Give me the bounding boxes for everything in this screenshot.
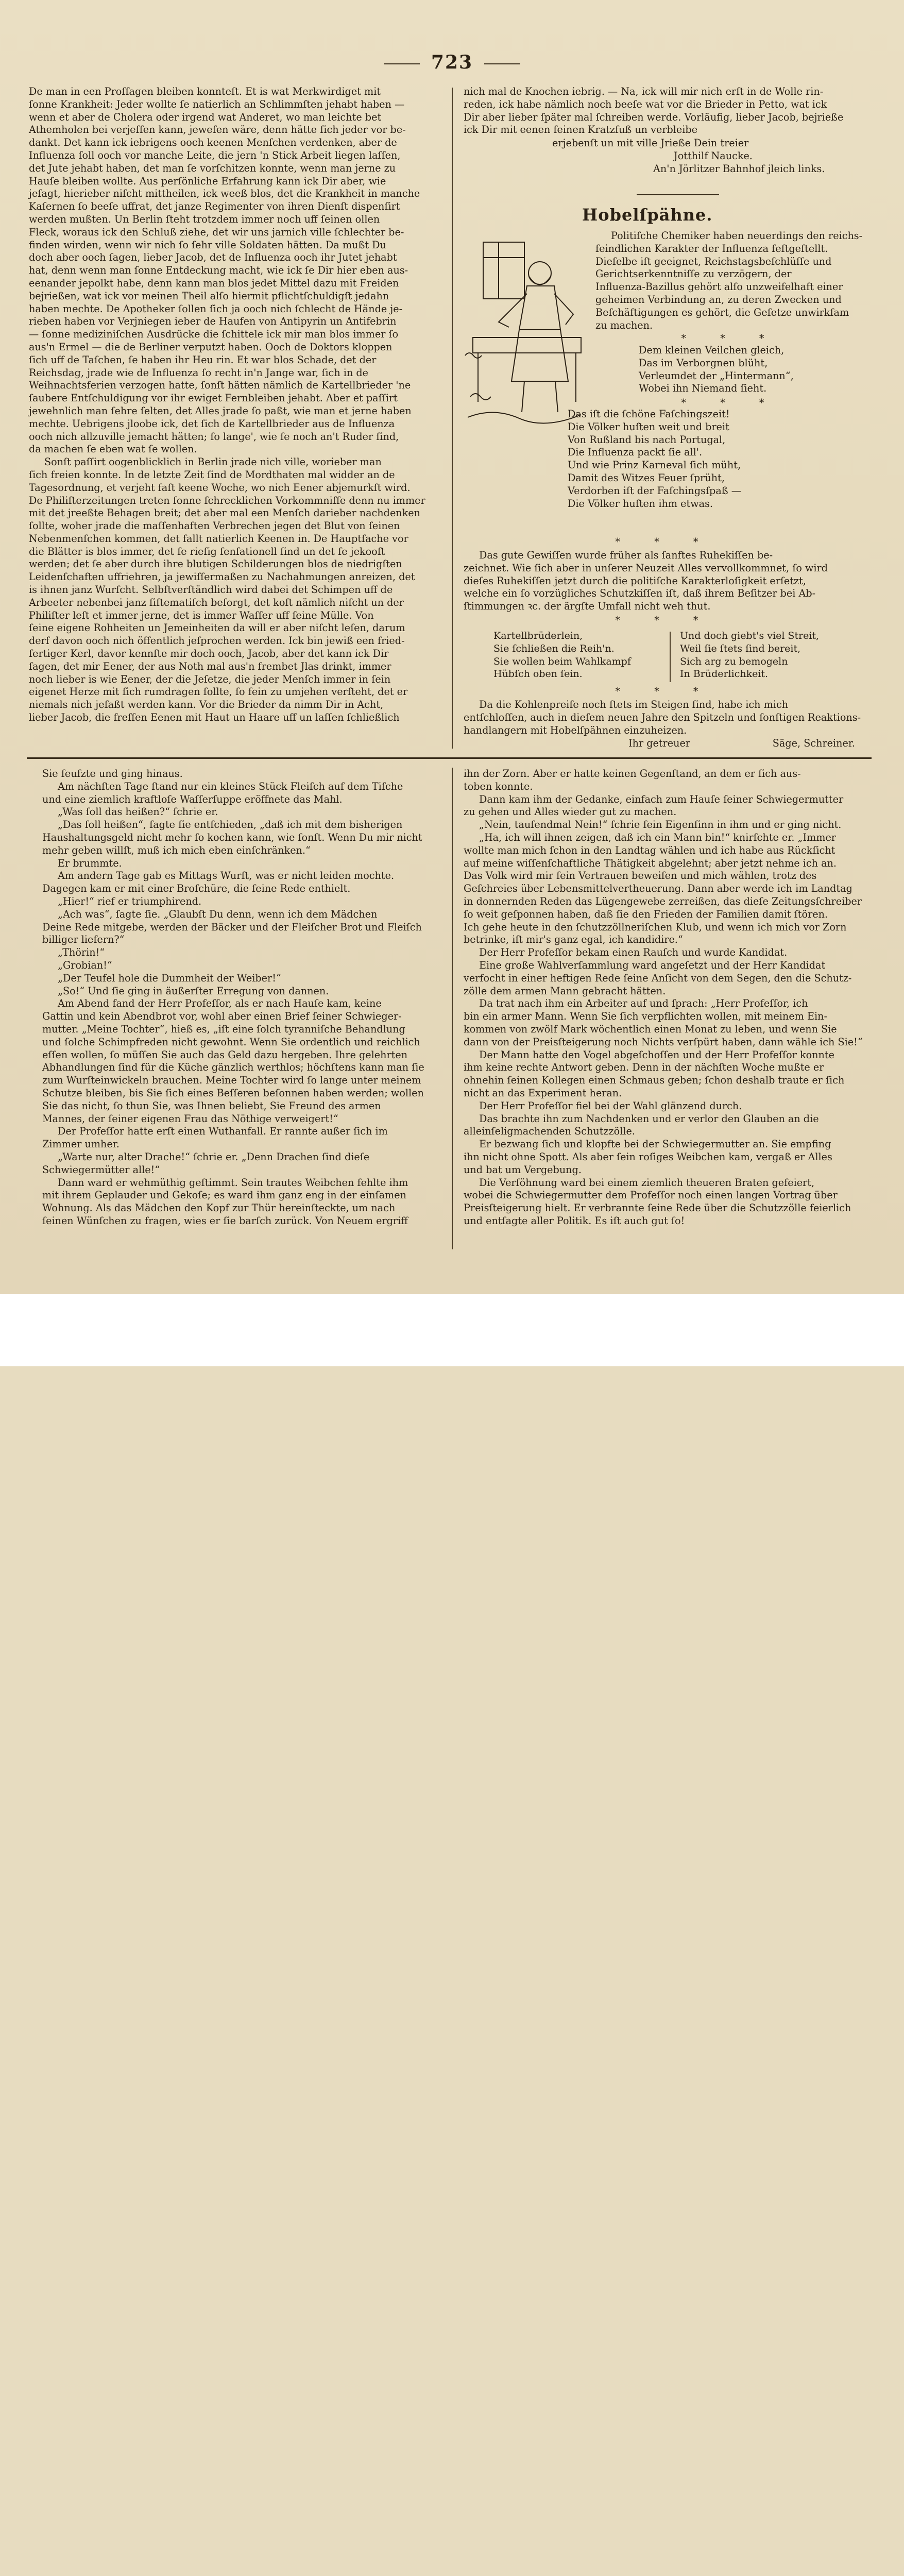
stars-text-4: * * * xyxy=(615,614,714,626)
text-line: Dieſelbe iſt geeignet, Reichstagsbeſchlüſſe und xyxy=(595,255,832,267)
signature-closing: erjebenſt un mit ville Jrieße Dein treier xyxy=(552,137,749,149)
text-line: lieber Jacob, die freſſen Eenen mit Haut un Haare uff un laſſen ſchließlich xyxy=(29,711,400,724)
text-line: De man in een Proſſagen bleiben konnteſt. Et is wat Merkwirdiget mit xyxy=(29,86,381,97)
verse-line: Und doch giebt's viel Streit, xyxy=(680,630,820,641)
text-line: nich mal de Knochen iebrig. — Na, ick will mir nich erſt in de Wolle rin- xyxy=(464,86,824,97)
verse-line: Dem kleinen Veilchen gleich, xyxy=(639,344,784,356)
text-line: Sie das nicht, ſo thun Sie, was Ihnen beliebt, Sie Freund des armen xyxy=(42,1099,381,1112)
text-line: alleinſeligmachenden Schutzzölle. xyxy=(464,1125,635,1138)
text-line: Das Volk wird mir ſein Vertrauen beweiſen und mich wählen, trotz des xyxy=(464,870,817,882)
text-line: Dann kam ihm der Gedanke, einfach zum Hauſe ſeiner Schwiegermutter xyxy=(479,793,844,805)
text-line: Ich gehe heute in den ſchutzzöllneriſchen Klub, und wenn ich mich vor Zorn xyxy=(464,921,847,933)
verse-line: Weil ſie ſtets ſind bereit, xyxy=(680,642,801,654)
text-line: werden mußten. Un Berlin ſteht trotzdem immer noch uff ſeinen ollen xyxy=(29,213,380,225)
text-line: da machen ſe eben wat ſe wollen. xyxy=(29,443,197,455)
text-line: ſagen, det mir Eener, der aus Noth mal aus'n frembet Jlas drinkt, immer xyxy=(29,660,391,672)
verse-line: Das iſt die ſchöne Faſchingszeit! xyxy=(568,408,730,420)
text-line: und entſagte aller Politik. Es iſt auch gut ſo! xyxy=(464,1214,685,1227)
carpenter-illustration xyxy=(463,227,591,428)
text-line: ſo weit geſponnen haben, daß ſie den Frieden der Familien damit ſtören. xyxy=(464,908,828,920)
verse-line: Damit des Witzes Feuer ſprüht, xyxy=(568,471,725,484)
text-line: Dir aber lieber ſpäter mal ſchreiben werde. Vorläufig, lieber Jacob, bejrieße xyxy=(464,111,844,123)
text-line: zölle dem armen Mann gebracht hätten. xyxy=(464,985,666,997)
stars-4 xyxy=(464,614,865,627)
text-line: Influenza ſoll ooch vor manche Leite, die jern 'n Stick Arbeit liegen laſſen, xyxy=(29,149,401,161)
text-line: ſich freien konnte. In de letzte Zeit ſind de Mordthaten mal widder an de xyxy=(29,468,395,481)
text-line: die Blätter is blos immer, det ſe rieſig ſenſationell ſind un det ſe jekooft xyxy=(29,545,385,557)
text-line: mechte. Uebrigens jloobe ick, det ſich de Kartellbrieder aus de Influenza xyxy=(29,417,395,430)
text-line: ihn der Zorn. Aber er hatte keinen Gegenſtand, an dem er ſich aus- xyxy=(464,768,801,779)
text-line: Das brachte ihn zum Nachdenken und er verlor den Glauben an die xyxy=(479,1112,819,1125)
text-line: aus'n Ermel — die de Berliner verputzt haben. Ooch de Doktors kloppen xyxy=(29,341,393,353)
verse-line: Verleumdet der „Hintermann“, xyxy=(639,369,794,382)
text-line: mehr geben willſt, muß ich mich eben einſchränken.“ xyxy=(42,844,311,856)
text-line: toben konnte. xyxy=(464,780,533,792)
text-line: „Hier!“ rief er triumphirend. xyxy=(58,895,202,907)
verse-line: Sich arg zu bemogeln xyxy=(680,655,788,667)
text-line: is ihnen janz Wurſcht. Selbſtverſtändlich wird dabei det Schimpen uff de xyxy=(29,584,393,596)
text-line: dankt. Det kann ick iebrigens ooch keenen Menſchen verdenken, aber de xyxy=(29,137,397,149)
verse-divider xyxy=(670,632,671,682)
verse-line: Sie wollen beim Wahlkampf xyxy=(493,655,631,667)
bottom-left-column xyxy=(42,768,438,1228)
verse-line: Die Influenza packt ſie all'. xyxy=(568,446,703,459)
text-line: Arbeeter nebenbei janz ſiſtematiſch beſorgt, det koſt nämlich niſcht un der xyxy=(29,596,404,608)
text-line: dann von der Preisſteigerung noch Nichts verſpürt haben, dann wähle ich Sie!“ xyxy=(464,1036,863,1048)
text-line: ihm keine rechte Antwort geben. Denn in der nächſten Woche mußte er xyxy=(464,1061,824,1074)
section-rule-small xyxy=(637,194,719,195)
page-number-text: 723 xyxy=(431,52,473,73)
verse-line: Von Rußland bis nach Portugal, xyxy=(568,433,726,446)
text-line: Gerichtserkenntniſſe zu verzögern, der xyxy=(595,268,792,280)
text-line: Fleck, woraus ick den Schluß ziehe, det wir uns jarnich ville ſchlechter be- xyxy=(29,226,404,238)
text-line: zu machen. xyxy=(595,319,653,331)
text-line: fertiger Kerl, davor kennſte mir doch ooch, Jacob, aber det kann ick Dir xyxy=(29,648,389,660)
text-line: entſchloſſen, auch in dieſem neuen Jahre den Spitzeln und ſonſtigen Reaktions- xyxy=(464,711,861,723)
text-line: Da trat nach ihm ein Arbeiter auf und ſprach: „Herr Profeſſor, ich xyxy=(479,997,808,1010)
page-number-rule-left xyxy=(384,63,420,64)
text-line: Preisſteigerung hielt. Er verbrannte ſeine Rede über die Schutzzölle feierlich xyxy=(464,1202,851,1214)
text-line: mit det jreeßte Behagen breit; det aber mal een Menſch darieber nachdenken xyxy=(29,507,420,519)
stars-3 xyxy=(464,536,865,549)
page-number-rule-right xyxy=(484,63,520,64)
text-line: nicht an das Experiment heran. xyxy=(464,1087,622,1099)
page-number xyxy=(0,52,904,73)
text-line: Haushaltungsgeld nicht mehr ſo kochen kann, wie ſonſt. Wenn Du mir nicht xyxy=(42,831,422,843)
column-divider-bottom xyxy=(452,768,453,1249)
text-line: und ſolche Schimpfreden nicht gewohnt. Wenn Sie ordentlich und reichlich xyxy=(42,1036,420,1048)
text-line: Athemholen bei verjeſſen kann, jeweſen wäre, denn hätte ſich jeder vor be- xyxy=(29,124,406,136)
text-line: bin ein armer Mann. Wenn Sie ſich verpflichten wollen, mit meinem Ein- xyxy=(464,1010,827,1023)
verse-kartell-right xyxy=(680,630,855,681)
text-line: rieben haben vor Verjniegen ieber de Haufen von Antipyrin un Antifebrin xyxy=(29,315,397,328)
text-line: Politiſche Chemiker haben neuerdings den reichs- xyxy=(611,230,863,242)
text-line: ſonne Krankheit: Jeder wollte ſe natierlich an Schlimmſten jehabt haben — xyxy=(29,98,405,110)
text-line: finden wirden, wenn wir nich ſo ſehr ville Soldaten hätten. Da mußt Du xyxy=(29,239,386,251)
text-line: derf davon ooch nich öffentlich jeſprochen werden. Ick bin jewiß een fried- xyxy=(29,635,405,647)
text-line: Beſchäftigungen es gehört, die Geſetze unwirkſam xyxy=(595,306,849,318)
text-line: und bat um Vergebung. xyxy=(464,1163,582,1176)
text-line: Deine Rede mitgebe, werden der Bäcker und der Fleiſcher Brot und Fleiſch xyxy=(42,921,422,933)
text-line: welche ein ſo vorzügliches Schutzkiſſen iſt, daß ihrem Beſitzer bei Ab- xyxy=(464,587,816,600)
text-line: zum Wurſteinwickeln brauchen. Meine Tochter wird ſo lange unter meinem xyxy=(42,1074,421,1087)
text-line: Nebenmenſchen kommen, det fallt natierlich Keenen in. De Hauptſache vor xyxy=(29,532,408,545)
stars-text-1: * * * xyxy=(681,332,780,344)
text-line: mutter. „Meine Tochter“, hieß es, „iſt eine ſolch tyranniſche Behandlung xyxy=(42,1023,405,1035)
text-line: Am andern Tage gab es Mittags Wurſt, was er nicht leiden mochte. xyxy=(58,870,395,882)
top-left-column xyxy=(29,86,438,724)
hobel-closing xyxy=(464,699,865,737)
text-line: Gattin und kein Abendbrot vor, wohl aber einen Brief ſeiner Schwieger- xyxy=(42,1010,402,1023)
text-line: Weihnachtsferien verzogen hatte, ſonſt hätten nämlich de Kartellbrieder 'ne xyxy=(29,379,411,392)
bottom-right-column xyxy=(464,768,865,1228)
verse-line: Die Völker huſten weit und breit xyxy=(568,420,729,433)
text-line: Influenza-Bazillus gehört alſo unzweifelhaft einer xyxy=(595,281,843,293)
text-line: Kaſernen ſo beeſe uffrat, det janze Regimenter von ihren Dienſt dispenſirt xyxy=(29,200,400,213)
text-line: jeſagt, hierieber niſcht mittheilen, ick weeß blos, det die Krankheit in manche xyxy=(29,188,420,200)
verse-kartell-left xyxy=(493,630,663,681)
text-line: zu gehen und Alles wieder gut zu machen. xyxy=(464,806,677,818)
text-line: Philiſter leſt et immer jerne, det is immer Waſſer uff ſeine Mülle. Von xyxy=(29,609,374,621)
text-line: Abhandlungen ſind für die Küche gänzlich werthlos; höchſtens kann man ſie xyxy=(42,1061,424,1074)
text-line: und eine ziemlich kraftloſe Waſſerſuppe eröffnete das Mahl. xyxy=(42,793,343,805)
text-line: ſeinen Wünſchen zu fragen, wies er ſie barſch zurück. Von Neuem ergriff xyxy=(42,1214,408,1227)
text-line: Das gute Gewiſſen wurde früher als ſanftes Ruhekiſſen be- xyxy=(479,549,773,561)
text-line: „Warte nur, alter Drache!“ ſchrie er. „Denn Drachen ſind dieſe xyxy=(58,1150,370,1163)
text-line: det Jute jehabt haben, det man ſe vorſchitzen konnte, wenn man jerne zu xyxy=(29,162,396,174)
text-line: ſeine eigene Rohheiten un Jemeinheiten da will er aber niſcht leſen, darum xyxy=(29,622,405,634)
text-line: Der Mann hatte den Vogel abgeſchoſſen und der Herr Profeſſor konnte xyxy=(479,1048,834,1061)
text-line: Wohnung. Als das Mädchen den Kopf zur Thür hereinſteckte, um nach xyxy=(42,1202,396,1214)
text-line: „Ach was“, ſagte ſie. „Glaubſt Du denn, wenn ich dem Mädchen xyxy=(58,908,378,920)
text-line: ſich uff de Taſchen, ſe haben ihr Heu rin. Et war blos Schade, det der xyxy=(29,353,377,366)
text-line: haben mechte. De Apotheker ſollen ſich ja ooch nich ſchlecht de Hände je- xyxy=(29,302,403,315)
hobel-title: Hobelſpähne. xyxy=(582,205,713,225)
verse-line: Die Völker huſten ihm etwas. xyxy=(568,497,713,510)
text-line: handlangern mit Hobelſpähnen einzuheizen. xyxy=(464,724,687,736)
text-line: dieſes Ruhekiſſen jetzt durch die politiſche Karakterloſigkeit erſetzt, xyxy=(464,574,806,587)
text-line: bejrießen, wat ick vor meinen Theil alſo hiermit pflichtſchuldigſt jedahn xyxy=(29,290,389,302)
text-line: Sonſt paſſirt oogenblicklich in Berlin jrade nich ville, worieber man xyxy=(44,456,382,468)
text-line: — ſonne mediziniſchen Ausdrücke die ſchittele ick mir man blos immer ſo xyxy=(29,328,399,341)
verse-line: Und wie Prinz Karneval ſich müht, xyxy=(568,459,741,471)
text-line: „Nein, tauſendmal Nein!“ ſchrie ſein Eigenſinn in ihm und er ging nicht. xyxy=(479,819,842,831)
text-line: werden; det ſe aber durch ihre blutigen Schilderungen blos de niedrigſten xyxy=(29,558,402,570)
top-right-letter xyxy=(464,86,865,137)
stars-text-5: * * * xyxy=(615,685,714,697)
text-line: Der Profeſſor hatte erſt einen Wuthanfall. Er rannte außer ſich im xyxy=(58,1125,388,1138)
text-line: Er brummte. xyxy=(58,857,122,869)
text-line: „Thörin!“ xyxy=(58,946,105,959)
text-line: Sie ſeufzte und ging hinaus. xyxy=(42,768,183,779)
text-line: Hauſe bleiben wollte. Aus perſönliche Erfahrung kann ick Dir aber, wie xyxy=(29,175,386,187)
stars-text-2: * * * xyxy=(681,397,780,409)
verse-line: In Brüderlichkeit. xyxy=(680,668,769,680)
section-divider xyxy=(27,757,872,759)
text-line: „So!“ Und ſie ging in äußerſter Erregung von dannen. xyxy=(58,985,329,997)
text-line: „Das ſoll heißen“, ſagte ſie entſchieden, „daß ich mit dem bisherigen xyxy=(58,819,403,831)
text-line: kommen von zwölf Mark wöchentlich einen Monat zu leben, und wenn Sie xyxy=(464,1023,837,1035)
text-line: ſollte, woher jrade die maſſenhaften Verbrechen jegen det Blut von ſeinen xyxy=(29,520,400,532)
text-line: wenn et aber de Cholera oder irgend wat Anderet, wo man leichte bet xyxy=(29,111,382,123)
verse-line: Wobei ihn Niemand ſieht. xyxy=(639,382,767,395)
text-line: Er bezwang ſich und klopfte bei der Schwiegermutter an. Sie empfing xyxy=(479,1138,831,1150)
stars-5 xyxy=(464,685,865,698)
text-line: Die Verſöhnung ward bei einem ziemlich theueren Braten gefeiert, xyxy=(479,1176,815,1189)
text-line: Geſchreies über Lebensmittelvertheuerung. Dann aber werde ich im Landtag xyxy=(464,883,852,895)
text-line: „Grobian!“ xyxy=(58,959,112,971)
verse-line: Kartellbrüderlein, xyxy=(493,630,583,641)
text-line: jewehnlich man ſehre ſelten, det Alles jrade ſo paßt, wie man et jerne haben xyxy=(29,404,412,417)
text-line: doch aber ooch ſagen, lieber Jacob, det de Influenza ooch ihr Jutet jehabt xyxy=(29,251,397,264)
viewer-footer xyxy=(0,1294,904,1366)
text-line: reden, ick habe nämlich noch beeſe wat vor die Brieder in Petto, wat ick xyxy=(464,98,827,110)
text-line: verfocht in einer heftigen Rede ſeine Anſicht von dem Segen, den die Schutz- xyxy=(464,972,852,984)
text-line: „Der Teufel hole die Dummheit der Weiber!“ xyxy=(58,972,281,984)
verse-line: Das im Verborgnen blüht, xyxy=(639,357,768,369)
text-line: betrinke, iſt mir's ganz egal, ich kandidire.“ xyxy=(464,934,683,946)
text-line: zeichnet. Wie ſich aber in unſerer Neuzeit Alles vervollkommnet, ſo wird xyxy=(464,562,828,574)
text-line: Reichsdag, jrade wie de Influenza ſo recht in'n Jange war, ſich in de xyxy=(29,366,369,379)
text-line: Tagesordnung, et verjeht faſt keene Woche, wo nich Eener abjemurkſt wird. xyxy=(29,481,411,494)
hobel-intro xyxy=(595,230,865,332)
text-line: Der Herr Profeſſor bekam einen Rauſch und wurde Kandidat. xyxy=(479,946,788,959)
hobel-prose xyxy=(464,549,865,613)
text-line: auf meine wiſſenſchaftliche Thätigkeit abgelehnt; aber jetzt nehme ich an. xyxy=(464,857,837,869)
text-line: Dann ward er wehmüthig geſtimmt. Sein trautes Weibchen fehlte ihm xyxy=(58,1176,408,1189)
text-line: in donnernden Reden das Lügengewebe zerreißen, das dieſe Zeitungsſchreiber xyxy=(464,895,862,907)
text-line: Am Abend fand der Herr Profeſſor, als er nach Hauſe kam, keine xyxy=(58,997,382,1010)
column-divider-top xyxy=(452,88,453,749)
stars-text-3: * * * xyxy=(615,536,714,548)
text-line: Zimmer umher. xyxy=(42,1138,120,1150)
text-line: geheimen Verbindung an, zu deren Zwecken und xyxy=(595,293,842,306)
text-line: eenander jepolkt habe, denn kann man blos jedet Mittel dazu mit Freiden xyxy=(29,277,399,289)
verse-line: Verdorben iſt der Faſchingsſpaß — xyxy=(568,484,741,497)
text-line: wollte man mich ſchon in den Landtag wählen und ich habe aus Rückſicht xyxy=(464,844,835,856)
verse-line: Hübſch oben ſein. xyxy=(493,668,583,680)
text-line: ick Dir mit eenen feinen Kratzfuß un verbleibe xyxy=(464,124,698,136)
text-line: Leidenſchaften uffriehren, ja jewiſſermaßen zu Nachahmungen anreizen, det xyxy=(29,571,415,583)
text-line: billiger liefern?“ xyxy=(42,934,125,946)
text-line: ohnehin ſeinen Kollegen einen Schmaus geben; ſchon deshalb traute er ſich xyxy=(464,1074,845,1087)
text-line: Schutze bleiben, bis Sie ſich eines Beſſeren beſonnen haben werden; wollen xyxy=(42,1087,424,1099)
stars-1 xyxy=(595,332,865,345)
signature-address: An'n Jörlitzer Bahnhof jleich links. xyxy=(653,162,825,175)
text-line: ihn nicht ohne Spott. Als aber ſein roſiges Weibchen kam, vergaß er Alles xyxy=(464,1150,832,1163)
text-line: Am nächſten Tage ſtand nur ein kleines Stück Fleiſch auf dem Tiſche xyxy=(58,780,403,792)
text-line: Mannes, der ſeiner eigenen Frau das Nöthige verweigert!“ xyxy=(42,1112,338,1125)
sign-right: Säge, Schreiner. xyxy=(772,737,855,749)
text-line: Der Herr Profeſſor fiel bei der Wahl glänzend durch. xyxy=(479,1099,742,1112)
text-line: „Was ſoll das heißen?“ ſchrie er. xyxy=(58,806,218,818)
text-line: feindlichen Karakter der Influenza feſtgeſtellt. xyxy=(595,242,828,255)
letter-signature xyxy=(464,137,865,175)
text-line: ooch nich allzuville jemacht hätten; ſo lange', wie ſe noch an't Ruder ſind, xyxy=(29,430,399,443)
text-line: „Ha, ich will ihnen zeigen, daß ich ein Mann bin!“ knirſchte er. „Immer xyxy=(479,831,836,843)
text-line: wobei die Schwiegermutter dem Profeſſor noch einen langen Vortrag über xyxy=(464,1189,838,1201)
text-line: Schwiegermütter alle!“ xyxy=(42,1163,160,1176)
text-line: Eine große Wahlverſammlung ward angeſetzt und der Herr Kandidat xyxy=(479,959,826,971)
text-line: ſaubere Entſchuldigung vor ihr ewiget Fernbleiben jehabt. Aber et paſſirt xyxy=(29,392,398,404)
signature-name: Jotthilf Naucke. xyxy=(674,149,753,162)
text-line: eigenet Herze mit ſich rumdragen ſollte, ſo fein zu umjehen verſteht, det er xyxy=(29,686,408,698)
text-line: hat, denn wenn man ſonne Entdeckung macht, wie ick ſe Dir hier eben aus- xyxy=(29,264,408,277)
verse-2 xyxy=(568,408,856,510)
text-line: Dagegen kam er mit einer Broſchüre, die ſeine Rede enthielt. xyxy=(42,883,351,895)
text-line: Da die Kohlenpreiſe noch ſtets im Steigen ſind, habe ich mich xyxy=(479,699,789,710)
text-line: ſtimmungen ꝛc. der ärgſte Umfall nicht weh thut. xyxy=(464,600,711,613)
verse-1 xyxy=(639,344,865,395)
text-line: niemals nich jefaßt werden kann. Vor die Brieder da nimm Dir in Acht, xyxy=(29,699,384,711)
verse-line: Sie ſchließen die Reih'n. xyxy=(493,642,615,654)
text-line: eſſen wollen, ſo müſſen Sie auch das Geld dazu hergeben. Ihre gelehrten xyxy=(42,1048,408,1061)
sign-left: Ihr getreuer xyxy=(628,737,690,749)
text-line: De Philiſterzeitungen treten ſonne ſchrecklichen Vorkommniſſe denn nu immer xyxy=(29,494,425,506)
text-line: noch lieber is wie Eener, der die Jeſetze, die jeder Menſch immer in ſein xyxy=(29,673,391,685)
text-line: mit ihrem Geplauder und Gekoſe; es ward ihm ganz eng in der einſamen xyxy=(42,1189,406,1201)
